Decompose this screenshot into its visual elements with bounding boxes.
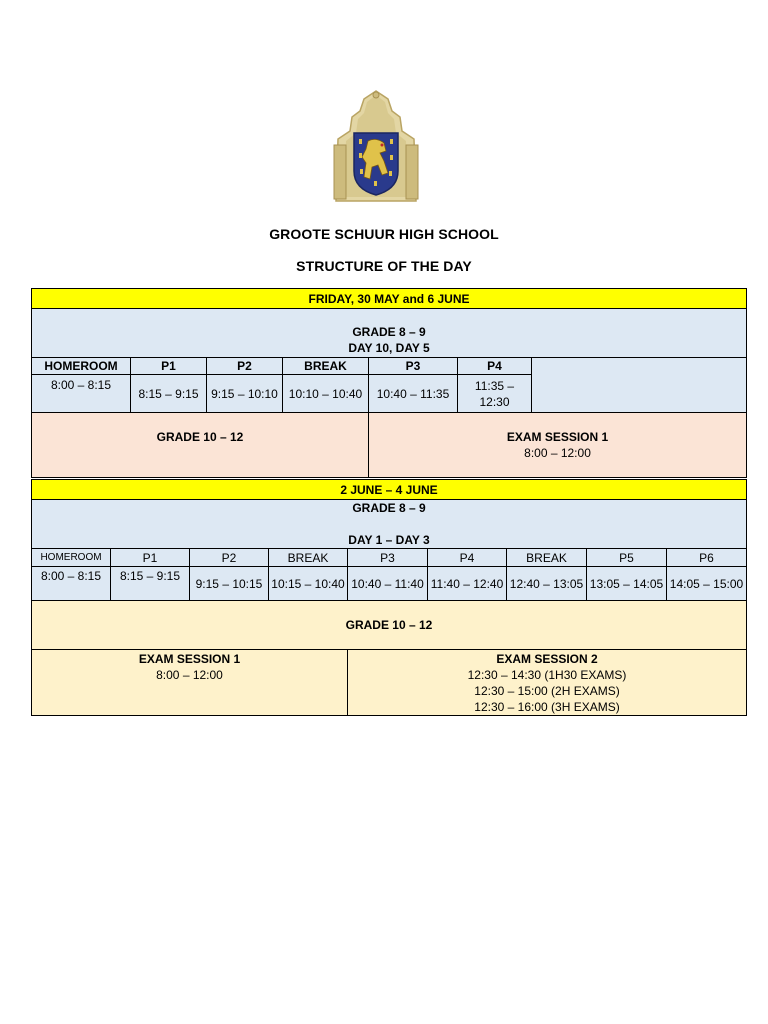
exam-session-time: 12:30 – 15:00 (2H EXAMS) <box>474 684 620 698</box>
period-header: P5 <box>587 549 667 567</box>
junior-grade-block <box>32 500 747 549</box>
schedule-table-june <box>31 479 747 716</box>
period-header: P1 <box>131 358 207 375</box>
school-crest-logo <box>330 89 422 202</box>
period-header: P3 <box>348 549 428 567</box>
period-header: P2 <box>190 549 269 567</box>
period-time: 11:40 – 12:40 <box>428 567 507 601</box>
period-time: 10:40 – 11:35 <box>369 375 458 413</box>
period-header: BREAK <box>507 549 587 567</box>
period-header: P2 <box>207 358 283 375</box>
exam-session-time: 8:00 – 12:00 <box>156 668 223 682</box>
exam-session-time: 12:30 – 14:30 (1H30 EXAMS) <box>467 668 627 682</box>
period-time: 10:40 – 11:40 <box>348 567 428 601</box>
page-subtitle: STRUCTURE OF THE DAY <box>296 258 472 274</box>
period-header: P3 <box>369 358 458 375</box>
period-header: P4 <box>428 549 507 567</box>
period-time: 9:15 – 10:15 <box>190 567 269 601</box>
period-time: 10:15 – 10:40 <box>269 567 348 601</box>
period-header: HOMEROOM <box>32 358 131 375</box>
exam-session-title: EXAM SESSION 1 <box>138 652 241 666</box>
period-header: HOMEROOM <box>32 549 111 567</box>
exam-session-title: EXAM SESSION 1 <box>506 430 609 444</box>
exam-session-1-block <box>32 650 348 716</box>
cycle-day-label: DAY 10, DAY 5 <box>348 341 430 355</box>
school-name-heading: GROOTE SCHUUR HIGH SCHOOL <box>269 226 499 242</box>
period-time: 11:35 – 12:30 <box>458 375 532 413</box>
exam-session-2-block <box>348 650 747 716</box>
period-header: P1 <box>111 549 190 567</box>
exam-session-block <box>369 413 747 478</box>
exam-session-time: 12:30 – 16:00 (3H EXAMS) <box>474 700 620 714</box>
exam-session-title: EXAM SESSION 2 <box>496 652 598 666</box>
period-time: 8:00 – 8:15 <box>32 567 111 601</box>
period-time: 8:15 – 9:15 <box>131 375 207 413</box>
schedule-table-friday <box>31 288 747 478</box>
senior-grade-label: GRADE 10 – 12 <box>32 601 747 650</box>
period-header: BREAK <box>283 358 369 375</box>
cycle-day-label: DAY 1 – DAY 3 <box>348 533 430 547</box>
period-time: 9:15 – 10:10 <box>207 375 283 413</box>
period-time: 8:15 – 9:15 <box>111 567 190 601</box>
period-time: 10:10 – 10:40 <box>283 375 369 413</box>
junior-grade-label: GRADE 8 – 9 <box>352 501 426 515</box>
junior-grade-label: GRADE 8 – 9 <box>352 325 426 339</box>
period-header: P4 <box>458 358 532 375</box>
period-time: 13:05 – 14:05 <box>587 567 667 601</box>
senior-grade-label: GRADE 10 – 12 <box>32 413 369 478</box>
period-time: 12:40 – 13:05 <box>507 567 587 601</box>
junior-grade-block <box>32 309 747 358</box>
period-time: 14:05 – 15:00 <box>667 567 747 601</box>
empty-cell <box>532 358 747 413</box>
date-banner-june: 2 JUNE – 4 JUNE <box>32 480 747 500</box>
period-header: BREAK <box>269 549 348 567</box>
period-time: 8:00 – 8:15 <box>32 375 131 413</box>
period-header: P6 <box>667 549 747 567</box>
date-banner-friday: FRIDAY, 30 MAY and 6 JUNE <box>32 289 747 309</box>
exam-session-time: 8:00 – 12:00 <box>524 446 591 460</box>
